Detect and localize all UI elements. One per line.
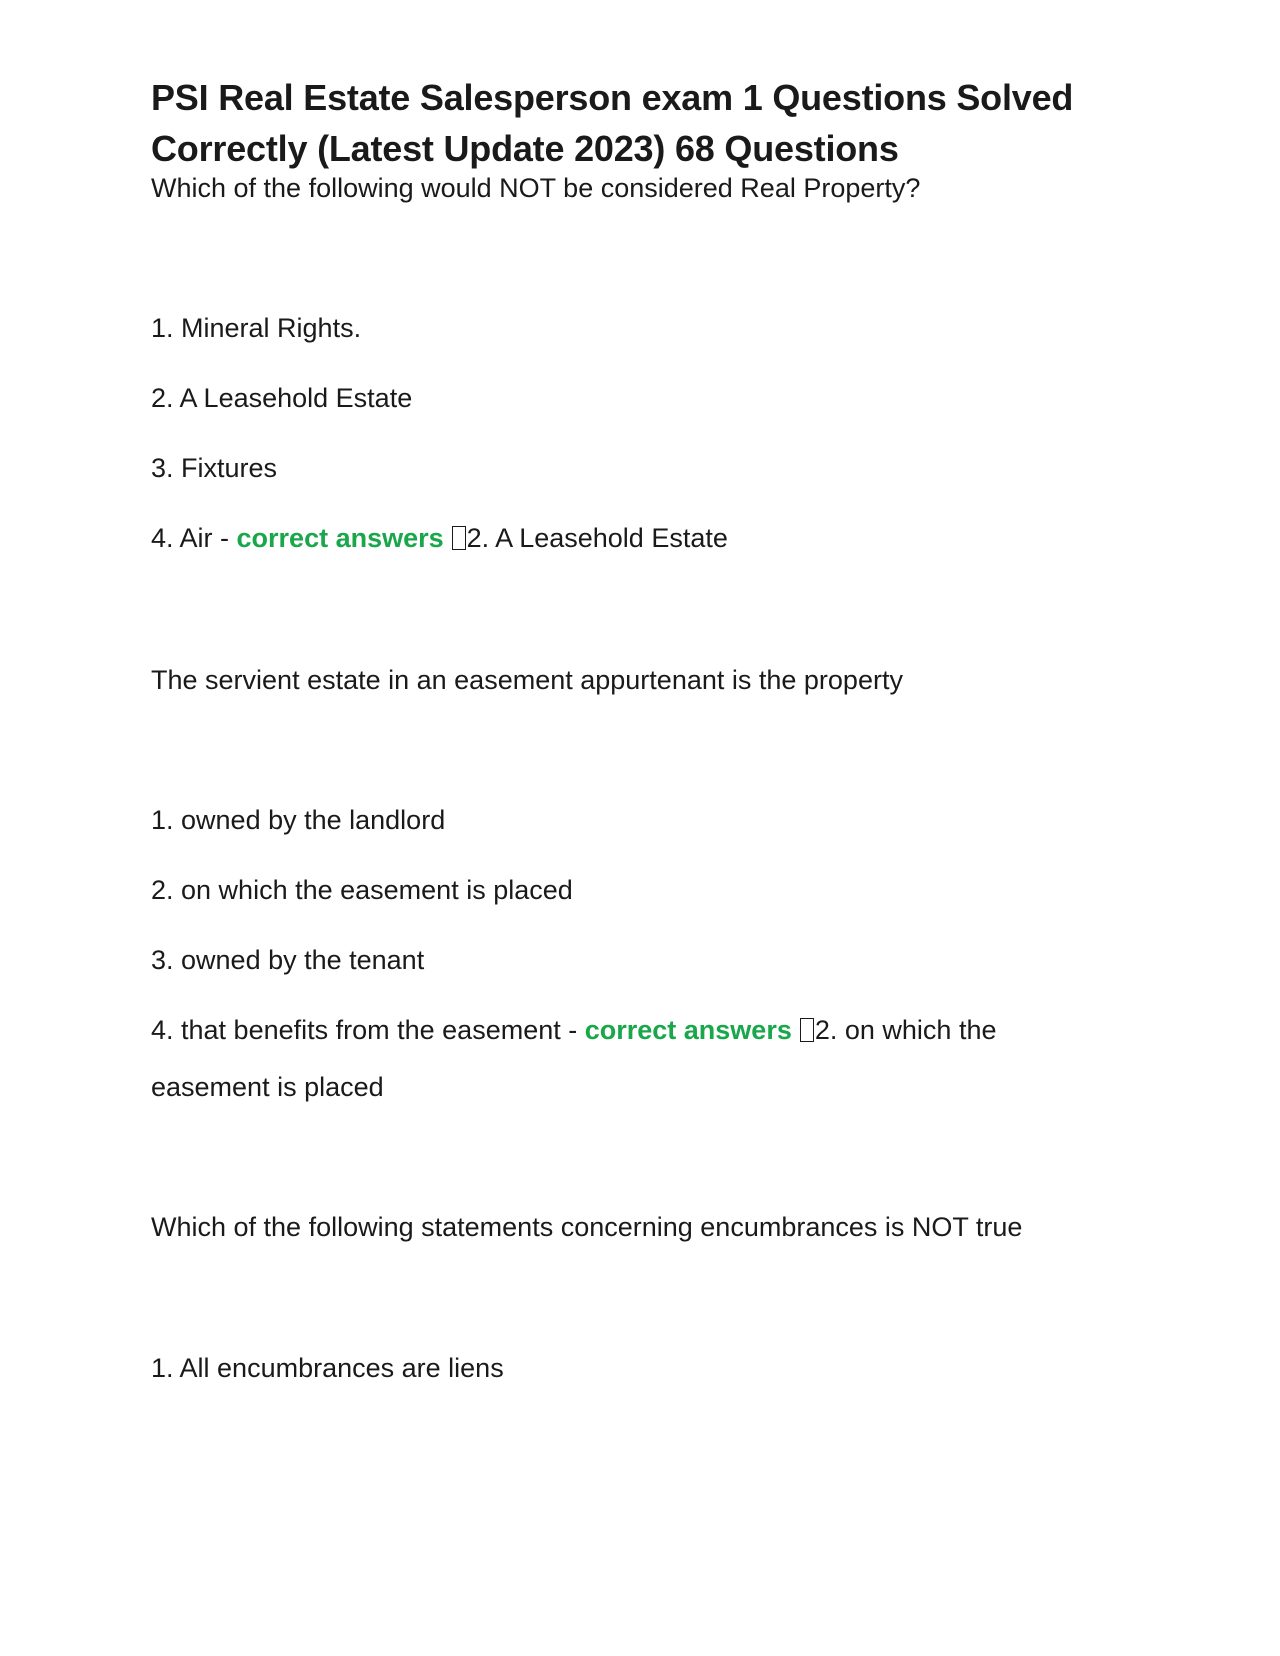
option-text: 4. that benefits from the easement - [151,1015,585,1045]
question-1-option-1: 1. Mineral Rights. [151,313,362,343]
answer-text: 2. A Leasehold Estate [466,523,728,553]
question-1-text: Which of the following would NOT be considered Real Property? [151,173,921,203]
correct-answers-label: correct answers [584,1015,792,1045]
question-2-text: The servient estate in an easement appurtenant is the property [151,665,903,695]
option-text: 4. Air - [151,523,237,553]
question-2-option-1: 1. owned by the landlord [151,805,446,835]
question-1-option-3: 3. Fixtures [151,453,278,483]
missing-glyph-icon [800,1018,814,1042]
answer-text: 2. on which the [814,1015,997,1045]
question-2-answer-continued: easement is placed [151,1072,384,1102]
document-title [151,72,1111,174]
correct-answers-label: correct answers [236,523,444,553]
title-line-2: Correctly (Latest Update 2023) 68 Questions [151,128,899,169]
question-3-text: Which of the following statements concerning encumbrances is NOT true [151,1212,1023,1242]
question-1-option-4 [151,518,728,558]
question-3-option-1: 1. All encumbrances are liens [151,1353,504,1383]
missing-glyph-icon [452,526,466,550]
question-2-option-3: 3. owned by the tenant [151,945,425,975]
document-header [151,72,1111,174]
question-2-option-2: 2. on which the easement is placed [151,875,573,905]
question-2-option-4 [151,1010,996,1050]
question-1-option-2: 2. A Leasehold Estate [151,383,413,413]
title-line-1: PSI Real Estate Salesperson exam 1 Questions Solved [151,77,1074,118]
